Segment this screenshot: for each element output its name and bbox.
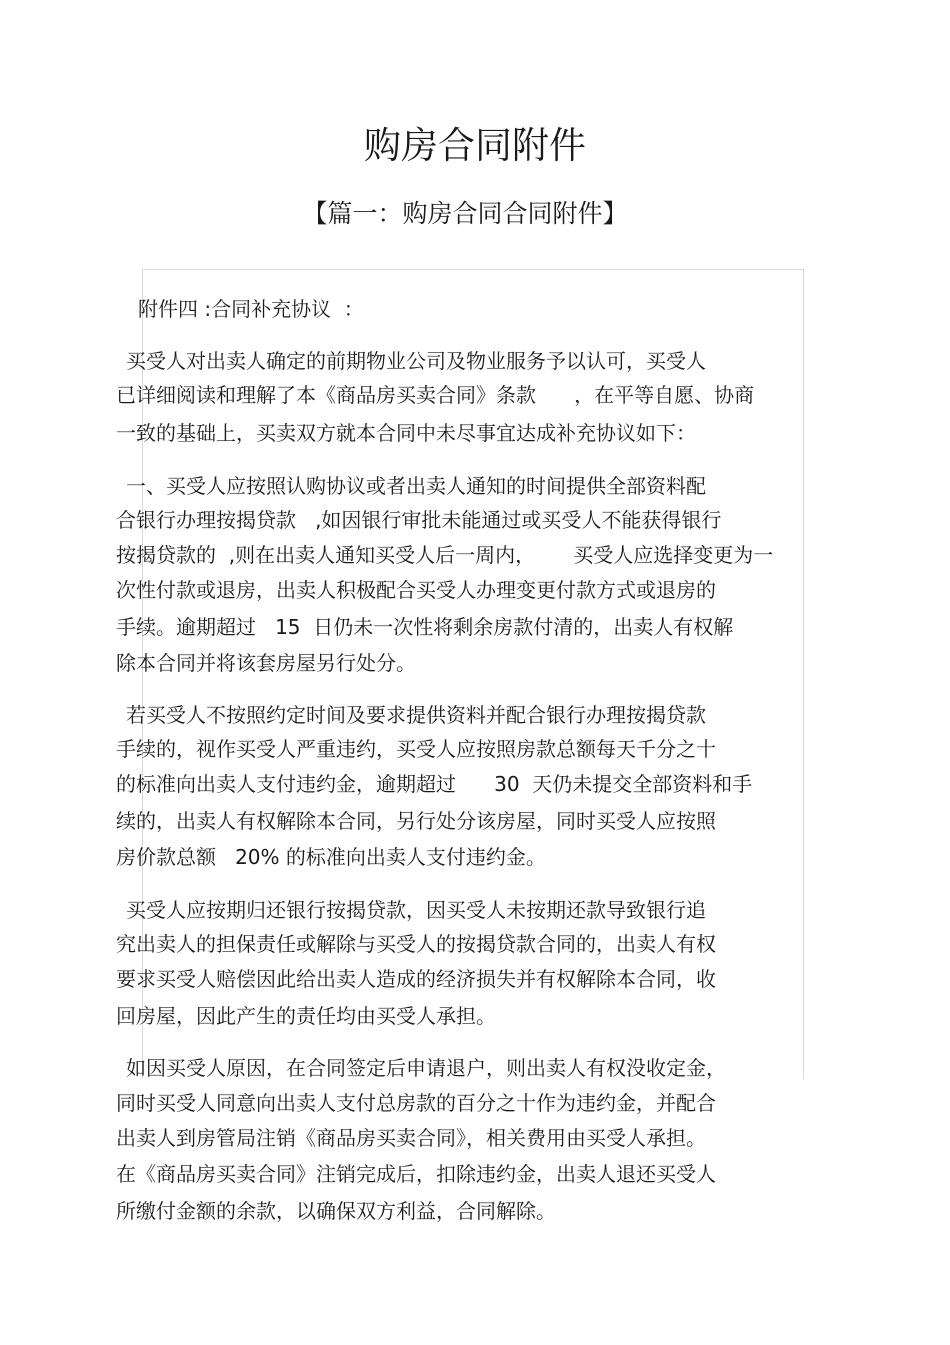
paragraph-line: 房价款总额 20% 的标准向出卖人支付违约金。: [116, 845, 546, 869]
paragraph-line: 同时买受人同意向出卖人支付总房款的百分之十作为违约金，并配合: [116, 1091, 716, 1115]
paragraph-line: 买受人应按期归还银行按揭贷款，因买受人未按期还款导致银行追: [126, 898, 706, 922]
appendix-heading: 附件四 :合同补充协议 ：: [138, 297, 364, 321]
paragraph-line: 合银行办理按揭贷款 ,如因银行审批未能通过或买受人不能获得银行: [116, 508, 722, 532]
paragraph-line: 若买受人不按照约定时间及要求提供资料并配合银行办理按揭贷款: [126, 703, 706, 727]
paragraph-line: 买受人对出卖人确定的前期物业公司及物业服务予以认可，买受人: [126, 349, 706, 373]
paragraph-line: 在《商品房买卖合同》注销完成后，扣除违约金，出卖人退还买受人: [116, 1162, 716, 1186]
paragraph-line: 出卖人到房管局注销《商品房买卖合同》，相关费用由买受人承担。: [116, 1126, 706, 1150]
paragraph-line: 手续。逾期超过 15 日仍未一次性将剩余房款付清的，出卖人有权解: [116, 615, 734, 639]
paragraph-line: 续的，出卖人有权解除本合同，另行处分该房屋，同时买受人应按照: [116, 809, 716, 833]
paragraph-line: 回房屋，因此产生的责任均由买受人承担。: [116, 1004, 496, 1028]
paragraph-line: 究出卖人的担保责任或解除与买受人的按揭贷款合同的，出卖人有权: [116, 932, 716, 956]
paragraph-line: 已详细阅读和理解了本《商品房买卖合同》条款 ，在平等自愿、协商: [116, 383, 755, 407]
paragraph-line: 手续的，视作买受人严重违约，买受人应按照房款总额每天千分之十: [116, 737, 716, 761]
document-subtitle: 【篇一：购房合同合同附件】: [302, 199, 628, 228]
paragraph-line: 要求买受人赔偿因此给出卖人造成的经济损失并有权解除本合同，收: [116, 967, 716, 991]
paragraph-line: 如因买受人原因，在合同签定后申请退户，则出卖人有权没收定金，: [126, 1056, 726, 1080]
paragraph-line: 所缴付金额的余款，以确保双方利益，合同解除。: [116, 1199, 556, 1223]
paragraph-line: 一致的基础上，买卖双方就本合同中未尽事宜达成补充协议如下：: [116, 421, 696, 445]
paragraph-line: 次性付款或退房，出卖人积极配合买受人办理变更付款方式或退房的: [116, 578, 716, 602]
paragraph-line: 一、买受人应按照认购协议或者出卖人通知的时间提供全部资料配: [126, 474, 706, 498]
paragraph-line: 按揭贷款的 ,则在出卖人通知买受人后一周内， 买受人应选择变更为一: [116, 543, 774, 567]
document-title: 购房合同附件: [364, 124, 586, 167]
paragraph-line: 的标准向出卖人支付违约金，逾期超过 30 天仍未提交全部资料和手: [116, 772, 753, 796]
paragraph-line: 除本合同并将该套房屋另行处分。: [116, 651, 416, 675]
